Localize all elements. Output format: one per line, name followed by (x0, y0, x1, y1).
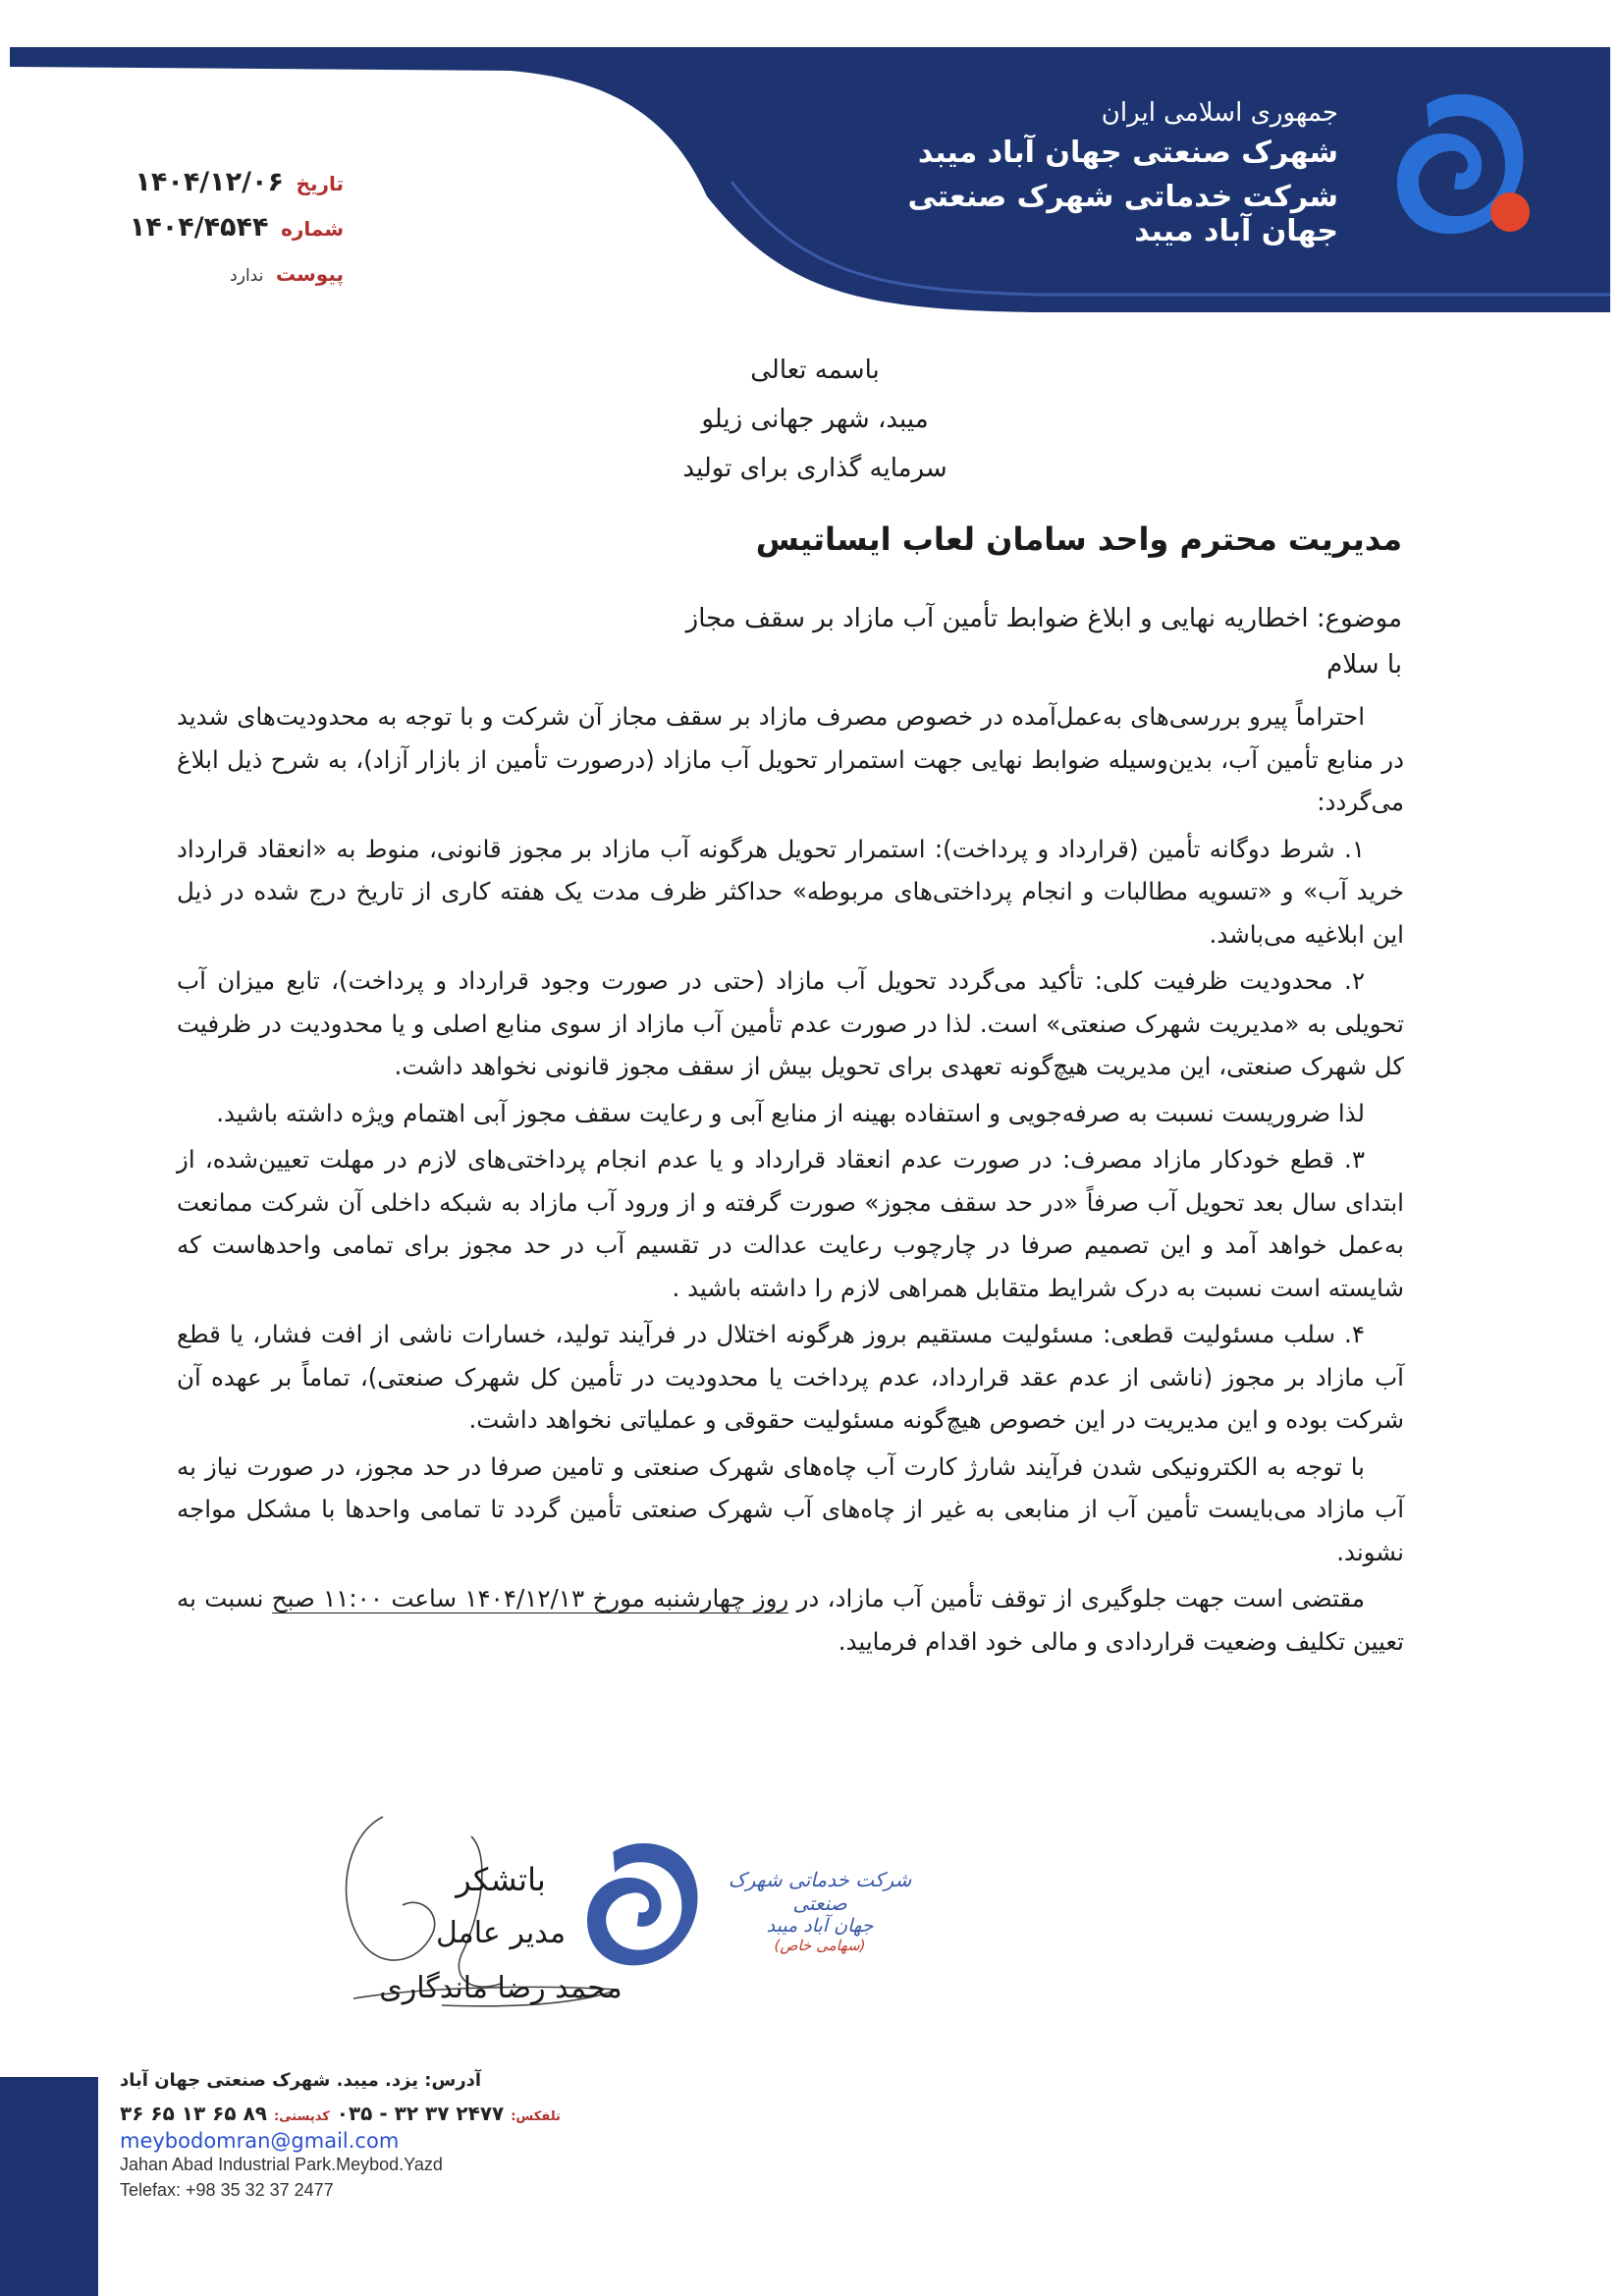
footer-corner-block (0, 2077, 98, 2296)
footer-email[interactable]: meybodomran@gmail.com (120, 2129, 400, 2153)
postal-label: کدپستی: (273, 2109, 330, 2124)
greeting: با سلام (1326, 650, 1402, 680)
letter-body (177, 695, 1404, 1667)
footer-contact-row (120, 2102, 611, 2129)
city-slogan: میبد، شهر جهانی زیلو (701, 405, 929, 434)
year-slogan: سرمایه گذاری برای تولید (682, 454, 947, 483)
company-stamp-logo (574, 1836, 712, 1974)
stamp-line-3: (سهامی خاص) (774, 1937, 866, 1954)
body-paragraph-2: ۲. محدودیت ظرفیت کلی: تأکید می‌گردد تحویل آب مازاد (حتی در صورت وجود قرارداد و پرداخت)، تابع میزان آب تحویلی به «مدیریت شهرک صنعتی» است. لذا در صورت عدم تأمین آب مازاد از سوی منابع اصلی و یا محدودیت در ظرفیت کل شهرک صنعتی، این مدیریت هیچ‌گونه تعهدی برای تحویل بیش از سقف مجوز قانونی نخواهد داشت. (177, 966, 1404, 1080)
phone-value: ۲۴۷۷ ۳۷ ۳۲ - ۰۳۵ (336, 2102, 505, 2125)
deadline-intro: مقتضی است جهت جلوگیری از توقف تأمین آب مازاد، در (788, 1584, 1365, 1613)
date-value: ۱۴۰۴/۱۲/۰۶ (135, 167, 284, 197)
recipient: مدیریت محترم واحد سامان لعاب ایساتیس (755, 520, 1402, 558)
subject-line: موضوع: اخطاریه نهایی و ابلاغ ضوابط تأمین آب مازاد بر سقف مجاز (685, 604, 1402, 633)
body-paragraph-1: ۱. شرط دوگانه تأمین (قرارداد و پرداخت): استمرار تحویل هرگونه آب مازاد بر مجوز قانونی، منوط به «انعقاد قرارداد خرید آب» و «تسویه مطالبات و انجام پرداختی‌های مربوطه» حداکثر ظرف مدت یک هفته کاری از تاریخ درج شده در ذیل این ابلاغیه می‌باشد. (177, 834, 1404, 949)
date-label: تاریخ (296, 172, 344, 195)
closing-text: باتشکر (456, 1861, 546, 1898)
body-paragraph-3: ۳. قطع خودکار مازاد مصرف: در صورت عدم انعقاد قرارداد و یا عدم انجام پرداختی‌های لازم در مهلت تعیین‌شده، از ابتدای سال بعد تحویل آب صرفاً «در حد سقف مجوز» صورت گرفته و از ورود آب مازاد به شبکه داخلی آن شرکت ممانعت به‌عمل خواهد آمد و این تصمیم صرفا در چارچوب رعایت عدالت در تقسیم آب در حد مجوز برای تمامی واحدهاست که شایسته است نسبت به درک شرایط متقابل همراهی لازم را داشته باشید . (177, 1145, 1404, 1302)
body-paragraph-2-note: لذا ضروریست نسبت به صرفه‌جویی و استفاده بهینه از منابع آبی و رعایت سقف مجوز آبی اهتمام ویژه داشته باشید. (216, 1098, 1365, 1127)
stamp-swirl-shape (587, 1843, 697, 1965)
footer-address: آدرس: یزد. میبد. شهرک صنعتی جهان آباد (120, 2070, 482, 2091)
body-paragraph-4: ۴. سلب مسئولیت قطعی: مسئولیت مستقیم بروز هرگونه اختلال در فرآیند تولید، خسارات ناشی از افت فشار، یا قطع آب مازاد بر مجوز (ناشی از عدم عقد قرارداد، عدم پرداخت یا محدودیت در تأمین کل شهرک صنعتی)، تماماً بر عهده آن شرکت بوده و این مدیریت در این خصوص هیچ‌گونه مسئولیت حقوقی و عملیاتی نخواهد داشت. (177, 1320, 1404, 1434)
signer-title: مدیر عامل (435, 1916, 567, 1950)
footer (120, 2070, 611, 2206)
number-value: ۱۴۰۴/۴۵۴۴ (129, 212, 269, 243)
invocation-line: باسمه تعالی (750, 355, 880, 385)
stamp-line-1: شرکت خدماتی شهرک صنعتی (728, 1868, 912, 1915)
number-label: شماره (281, 217, 344, 241)
signer-name: محمد رضا ماندگاری (379, 1971, 622, 2005)
company-stamp-text (707, 1868, 933, 1954)
attachment-label: پیوست (275, 262, 344, 286)
header-park-name: شهرک صنعتی جهان آباد میبد (917, 136, 1338, 170)
company-logo (1387, 86, 1535, 244)
attachment-value: ندارد (230, 266, 264, 286)
footer-telefax-en: Telefax: +98 35 32 37 2477 (120, 2180, 334, 2200)
deadline-datetime: روز چهارشنبه مورخ ۱۴۰۴/۱۲/۱۳ ساعت ۱۱:۰۰ صبح (271, 1584, 789, 1613)
deadline-outro: نسبت به تعیین تکلیف وضعیت قراردادی و مالی خود اقدام فرمایید. (177, 1584, 1404, 1656)
date-row (108, 167, 344, 212)
body-paragraph-electronic: با توجه به الکترونیکی شدن فرآیند شارژ کارت آب چاه‌های شهرک صنعتی و تامین صرفا در حد مجوز، در صورت نیاز به آب مازاد می‌بایست تأمین آب از منابعی به غیر از چاه‌های آب شهرک صنعتی تأمین گردد تا تمامی واحدها با مشکل مواجه نشوند. (177, 1451, 1404, 1566)
body-paragraph-intro: احتراماً پیرو بررسی‌های به‌عمل‌آمده در خصوص مصرف مازاد بر سقف مجاز آن شرکت و با توجه به محدودیت‌های شدید در منابع تأمین آب، بدین‌وسیله ضوابط نهایی جهت استمرار تحویل آب مازاد (درصورت تأمین از بازار آزاد)، به شرح ذیل ابلاغ می‌گردد: (177, 702, 1404, 816)
letter-meta (108, 167, 344, 302)
footer-address-en: Jahan Abad Industrial Park.Meybod.Yazd (120, 2155, 443, 2174)
header-text (828, 98, 1338, 248)
phone-label: تلفکس: (511, 2109, 561, 2124)
header-company-name: شرکت خدماتی شهرک صنعتی جهان آباد میبد (907, 180, 1338, 248)
logo-dot-shape (1490, 192, 1530, 232)
stamp-line-2: جهان آباد میبد (766, 1915, 874, 1937)
body-paragraph-deadline (177, 1577, 1404, 1663)
header-country: جمهوری اسلامی ایران (1101, 98, 1338, 128)
postal-value: ۸۹ ۶۵ ۱۳ ۶۵ ۳۶ (120, 2102, 267, 2125)
invocation-block (540, 346, 1090, 493)
attachment-row (108, 257, 344, 302)
number-row (108, 212, 344, 257)
